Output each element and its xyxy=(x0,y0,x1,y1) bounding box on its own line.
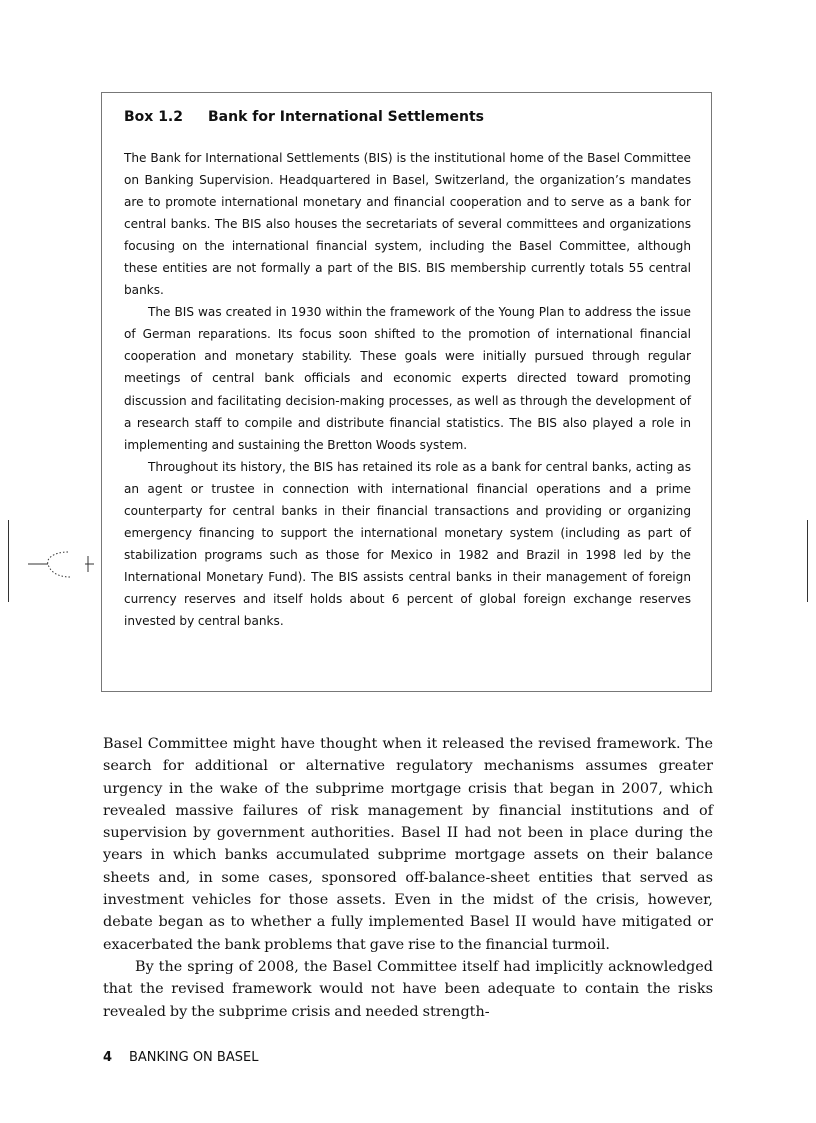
body-paragraph: By the spring of 2008, the Basel Committee itself had implicitly acknowledged that the revised framework would not have been adequate to contain the risks revealed by the subprime crisis and needed strength- xyxy=(103,958,713,1020)
box-paragraph: Throughout its history, the BIS has retained its role as a bank for central banks, acting as an agent or trustee in connection with international financial operations and a prime counterparty for central banks in their financial transactions and providing or organizing emergency financing to support the international monetary system (including as part of stabilization programs such as those for Mexico in 1982 and Brazil in 1998 led by the International Monetary Fund). The BIS assists central banks in their management of foreign currency reserves and itself holds about 6 percent of global foreign exchange reserves invested by central banks. xyxy=(124,459,691,628)
running-title: BANKING ON BASEL xyxy=(129,1050,259,1065)
box-heading xyxy=(124,107,691,127)
crop-mark-right xyxy=(807,520,808,602)
box-paragraph: The Bank for International Settlements (BIS) is the institutional home of the Basel Committee on Banking Supervision. Headquartered in Basel, Switzerland, the organization’s mandates are to promote international monetary and financial cooperation and to serve as a bank for central banks. The BIS also houses the secretariats of several committees and organizations focusing on the international financial system, including the Basel Committee, although these entities are not formally a part of the BIS. BIS membership currently totals 55 central banks. xyxy=(124,151,691,298)
registration-mark-icon xyxy=(28,544,94,584)
box-number: Box 1.2 xyxy=(124,109,183,125)
body-paragraph: Basel Committee might have thought when it released the revised framework. The search for additional or alternative regulatory mechanisms assumes greater urgency in the wake of the subprime mortgage crisis that began in 2007, which revealed massive failures of risk management by financial institutions and of supervision by government authorities. Basel II had not been in place during the years in which banks accumulated subprime mortgage assets on their balance sheets and, in some cases, sponsored off-balance-sheet entities that served as investment vehicles for those assets. Even in the midst of the crisis, however, debate began as to whether a fully implemented Basel II would have mitigated or exacerbated the bank problems that gave rise to the financial turmoil. xyxy=(103,736,713,953)
page-footer xyxy=(103,1050,258,1065)
info-box xyxy=(101,92,712,692)
page-number: 4 xyxy=(103,1050,113,1065)
main-body-text xyxy=(103,733,713,1023)
box-title: Bank for International Settlements xyxy=(208,109,484,125)
crop-mark-left xyxy=(8,520,9,602)
box-paragraph: The BIS was created in 1930 within the framework of the Young Plan to address the issue of German reparations. Its focus soon shifted to the promotion of international financial cooperation and monetary stability. These goals were initially pursued through regular meetings of central bank officials and economic experts directed toward promoting discussion and facilitating decision-making processes, as well as through the development of a research staff to compile and distribute financial statistics. The BIS also played a role in implementing and sustaining the Bretton Woods system. xyxy=(124,305,691,452)
